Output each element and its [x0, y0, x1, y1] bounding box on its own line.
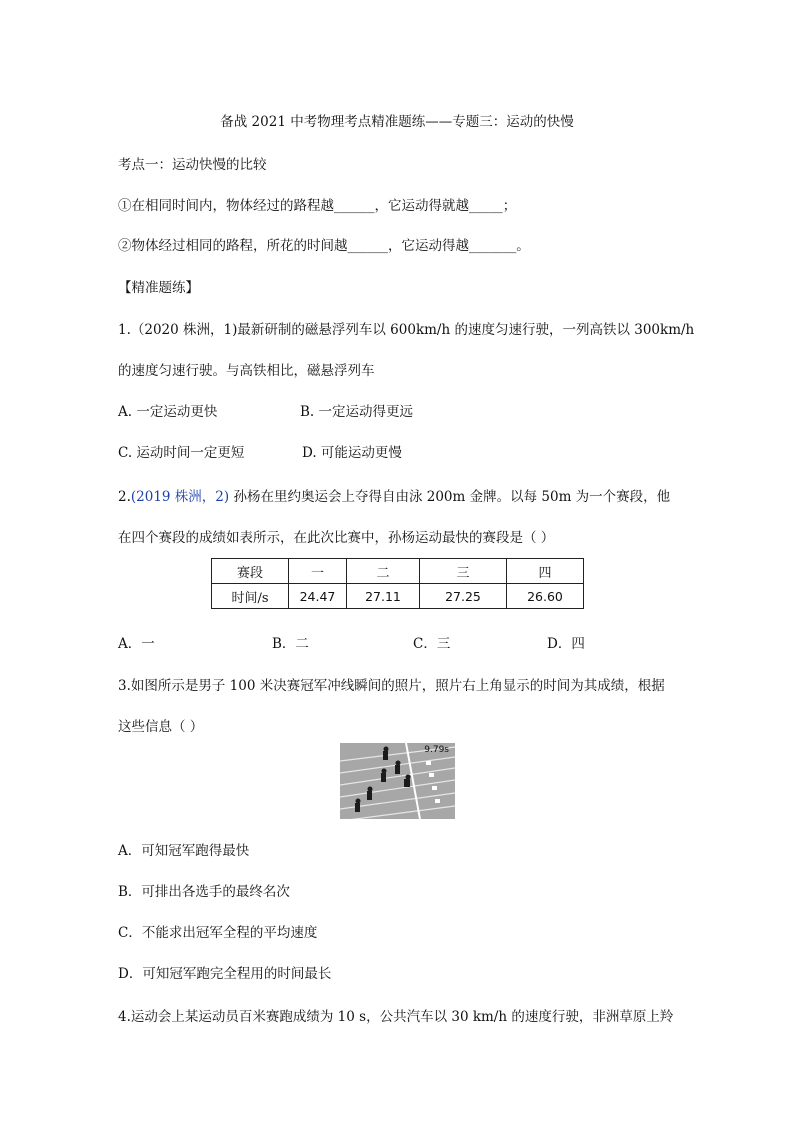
finish-time-label: 9.79s — [424, 745, 449, 755]
q3-line2: 这些信息（ ） — [118, 719, 204, 735]
section1-item2: ②物体经过相同的路程，所花的时间越______，它运动得越_______。 — [118, 238, 530, 254]
q2-number: 2. — [118, 489, 131, 505]
q2-line1 — [118, 485, 670, 505]
q3-option-b: B．可排出各选手的最终名次 — [118, 884, 290, 900]
q1-option-d: D. 可能运动更慢 — [302, 445, 402, 461]
q3-option-d: D．可知冠军跑完全程用的时间最长 — [118, 966, 332, 982]
section1-heading: 考点一：运动快慢的比较 — [118, 157, 267, 173]
q4-line1: 4.运动会上某运动员百米赛跑成绩为 10 s，公共汽车以 30 km/h 的速度行驶，非洲草原上羚 — [118, 1009, 674, 1025]
q2-option-d: D．四 — [547, 636, 585, 652]
q2-source: (2019 株洲，2) — [130, 489, 230, 505]
q3-line1: 3.如图所示是男子 100 米决赛冠军冲线瞬间的照片，照片右上角显示的时间为其成绩，根据 — [118, 678, 665, 694]
time-cell: 27.11 — [347, 584, 420, 609]
sprint-finish-photo — [340, 743, 455, 819]
segment-cell: 四 — [507, 559, 584, 584]
q2-option-a: A．一 — [118, 636, 155, 652]
table-row-label: 时间/s — [212, 584, 289, 609]
practice-heading: 【精准题练】 — [118, 280, 199, 296]
segment-cell: 一 — [289, 559, 347, 584]
segment-time-table — [211, 558, 584, 609]
section1-item1: ①在相同时间内，物体经过的路程越______，它运动得就越_____； — [118, 198, 517, 214]
q1-option-a: A. 一定运动更快 — [118, 404, 218, 420]
q1-option-c: C. 运动时间一定更短 — [118, 445, 245, 461]
q1-line2: 的速度匀速行驶。与高铁相比，磁悬浮列车 — [118, 363, 375, 379]
q1-line1: 1.（2020 株洲，1)最新研制的磁悬浮列车以 600km/h 的速度匀速行驶，一列高铁以 300km/h — [118, 322, 695, 338]
q2-option-c: C．三 — [413, 636, 451, 652]
q2-stem: 孙杨在里约奥运会上夺得自由泳 200m 金牌。以每 50m 为一个赛段，他 — [229, 489, 671, 505]
page-title: 备战 2021 中考物理考点精准题练——专题三：运动的快慢 — [220, 114, 574, 130]
q3-option-a: A．可知冠军跑得最快 — [118, 843, 250, 859]
q1-option-b: B. 一定运动得更远 — [300, 404, 414, 420]
time-cell: 24.47 — [289, 584, 347, 609]
table-row — [212, 584, 584, 609]
q3-option-c: C．不能求出冠军全程的平均速度 — [118, 925, 318, 941]
table-header-label: 赛段 — [212, 559, 289, 584]
segment-cell: 二 — [347, 559, 420, 584]
segment-cell: 三 — [420, 559, 507, 584]
table-row — [212, 559, 584, 584]
time-cell: 26.60 — [507, 584, 584, 609]
time-cell: 27.25 — [420, 584, 507, 609]
q2-line2: 在四个赛段的成绩如表所示，在此次比赛中，孙杨运动最快的赛段是（ ） — [118, 530, 555, 546]
q2-option-b: B．二 — [272, 636, 309, 652]
